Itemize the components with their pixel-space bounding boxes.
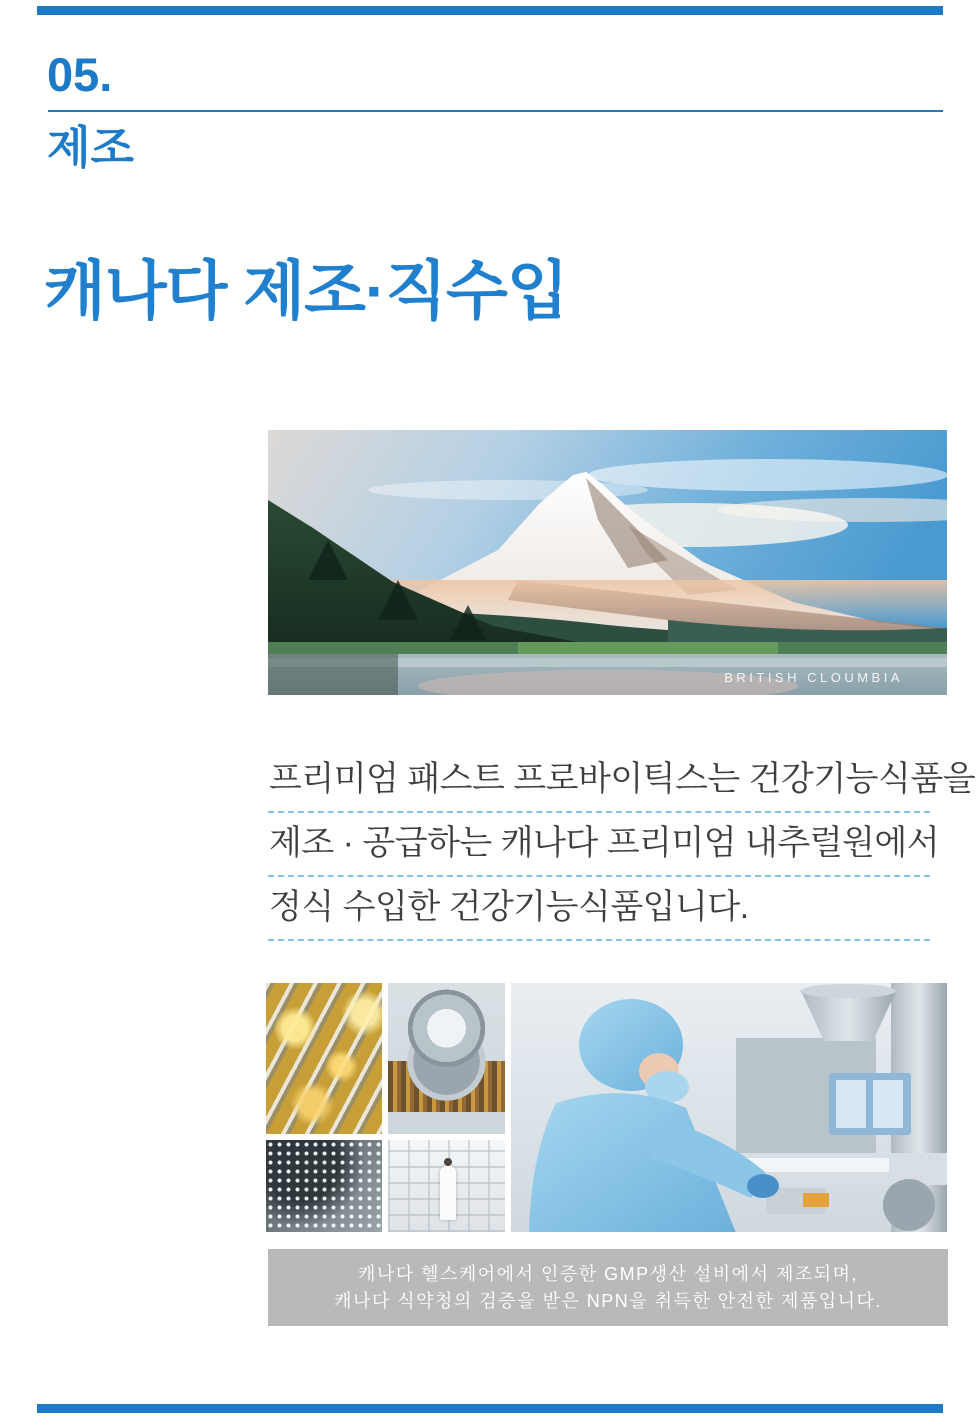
cleanroom-illustration: [511, 983, 947, 1232]
warehouse-photo: [388, 1140, 505, 1232]
top-accent-bar: [37, 6, 943, 15]
cleanroom-worker-photo: [511, 983, 947, 1232]
page-title: 캐나다 제조·직수입: [44, 255, 568, 327]
paragraph-line: 정식 수입한 건강기능식품입니다.: [268, 885, 930, 941]
warehouse-worker-figure: [440, 1166, 456, 1220]
photo-caption: BRITISH CLOUMBIA: [724, 670, 903, 685]
british-columbia-photo: [268, 430, 947, 695]
paragraph-line: 제조 · 공급하는 캐나다 프리미엄 내추럴원에서: [268, 821, 930, 877]
gold-capsules-photo: [266, 983, 382, 1134]
paragraph-line: 프리미엄 패스트 프로바이틱스는 건강기능식품을: [268, 757, 930, 813]
section-label: 제조: [47, 122, 134, 173]
intro-paragraph: [268, 757, 976, 949]
manufacturing-photo-gallery: [266, 983, 947, 1232]
gmp-footnote-box: [268, 1249, 948, 1326]
footnote-line: 캐나다 헬스케어에서 인증한 GMP생산 설비에서 제조되며,: [357, 1264, 859, 1284]
section-number: 05.: [47, 48, 113, 101]
pellet-drum-photo: [266, 1140, 382, 1232]
landscape-illustration: [268, 430, 947, 695]
section-divider-line: [48, 110, 943, 112]
footnote-line: 캐나다 식약청의 검증을 받은 NPN을 취득한 안전한 제품입니다.: [334, 1291, 882, 1311]
capsule-filling-machine-photo: [388, 983, 505, 1134]
bottom-accent-bar: [37, 1404, 943, 1413]
